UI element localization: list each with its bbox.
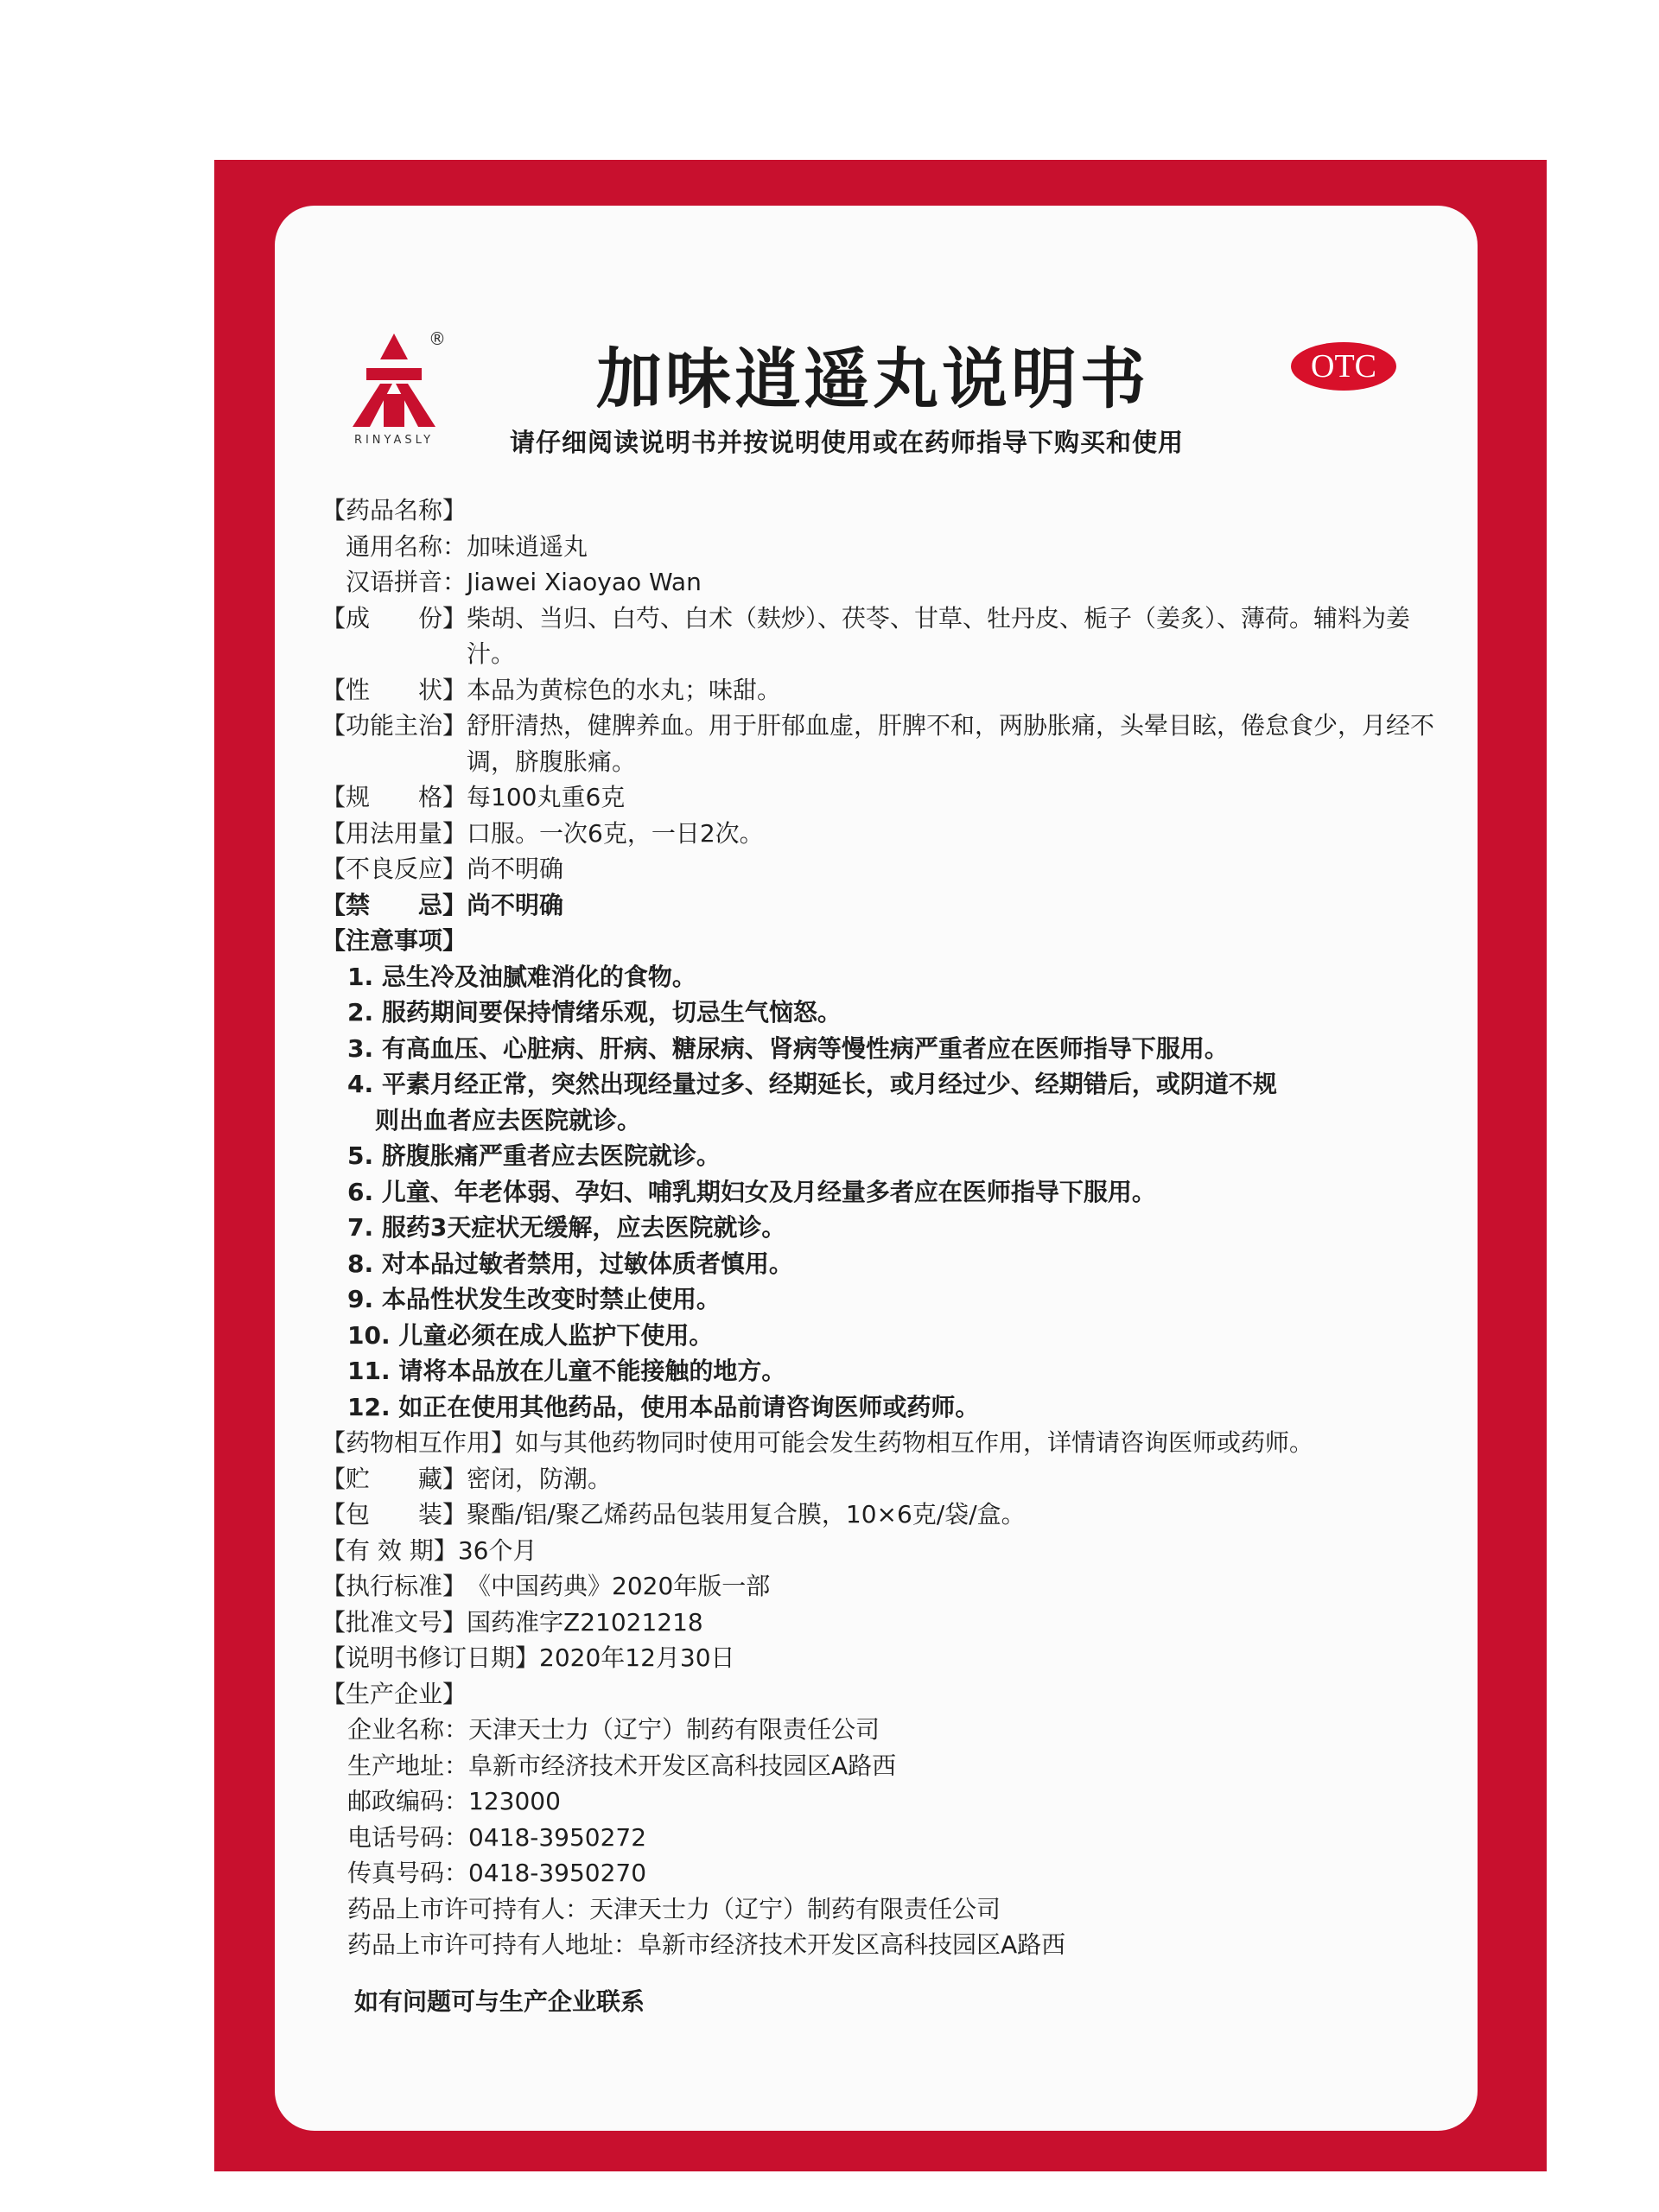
interaction-row	[321, 1425, 1436, 1461]
package-value: 聚酯/铝/聚乙烯药品包装用复合膜，10×6克/袋/盒。	[467, 1500, 1026, 1529]
adverse-row	[321, 851, 1436, 887]
precaution-item: 12. 如正在使用其他药品，使用本品前请咨询医师或药师。	[347, 1392, 980, 1421]
precaution-item: 7. 服药3天症状无缓解，应去医院就诊。	[347, 1213, 786, 1242]
precaution-item-continued: 则出血者应去医院就诊。	[375, 1105, 642, 1135]
revision-label: 【说明书修订日期】	[321, 1643, 540, 1672]
storage-value: 密闭，防潮。	[467, 1464, 613, 1493]
pinyin-name: 汉语拼音：Jiawei Xiaoyao Wan	[346, 568, 702, 596]
approval-number: 国药准字Z21021218	[467, 1607, 703, 1637]
standard-row	[321, 1568, 1436, 1605]
precaution-item: 4. 平素月经正常，突然出现经量过多、经期延长，或月经过少、经期错后，或阴道不规	[347, 1070, 1277, 1098]
document-title: 加味逍遥丸说明书	[596, 340, 1149, 417]
usage-row	[321, 816, 1436, 852]
generic-name: 通用名称：加味逍遥丸	[346, 531, 588, 561]
approval-row	[321, 1605, 1436, 1641]
ingredients-row	[321, 601, 1436, 672]
validity-value: 36个月	[457, 1535, 537, 1565]
interaction-label: 【药物相互作用】	[321, 1428, 516, 1457]
usage-label: 【用法用量】	[321, 818, 467, 848]
spec-value: 每100丸重6克	[467, 783, 626, 811]
precaution-item: 10. 儿童必须在成人监护下使用。	[347, 1320, 714, 1350]
precaution-item: 2. 服药期间要保持情绪乐观，切忌生气恼怒。	[347, 998, 842, 1027]
interaction-value: 如与其他药物同时使用可能会发生药物相互作用，详情请咨询医师或药师。	[515, 1428, 1314, 1457]
ingredients-value: 柴胡、当归、白芍、白术（麸炒）、茯苓、甘草、牡丹皮、栀子（姜炙）、薄荷。辅料为姜汁。	[467, 603, 1411, 668]
character-row	[321, 672, 1436, 709]
mah-holder: 药品上市许可持有人：天津天士力（辽宁）制药有限责任公司	[347, 1894, 1001, 1923]
precaution-item: 11. 请将本品放在儿童不能接触的地方。	[347, 1357, 786, 1385]
phone-number: 电话号码：0418-3950272	[347, 1822, 647, 1852]
storage-label: 【贮 藏】	[321, 1464, 467, 1493]
manufacturer-heading: 【生产企业】	[321, 1679, 467, 1708]
precaution-item: 3. 有高血压、心脏病、肝病、糖尿病、肾病等慢性病严重者应在医师指导下服用。	[347, 1033, 1229, 1063]
adverse-value: 尚不明确	[467, 855, 564, 883]
mah-address: 药品上市许可持有人地址：阜新市经济技术开发区高科技园区A路西	[347, 1930, 1066, 1959]
indications-value: 舒肝清热，健脾养血。用于肝郁血虚，肝脾不和，两胁胀痛，头晕目眩，倦怠食少，月经不调，脐腹胀痛。	[467, 711, 1435, 776]
revision-row	[321, 1640, 1436, 1676]
postcode: 邮政编码：123000	[347, 1787, 561, 1815]
validity-label: 【有 效 期】	[321, 1535, 458, 1565]
standard-label: 【执行标准】	[321, 1572, 467, 1600]
fax-number: 传真号码：0418-3950270	[347, 1859, 647, 1887]
precautions-heading: 【注意事项】	[321, 926, 467, 955]
revision-date: 2020年12月30日	[539, 1643, 735, 1672]
character-value: 本品为黄棕色的水丸；味甜。	[467, 675, 782, 704]
spec-row	[321, 779, 1436, 816]
contraindications-label: 【禁 忌】	[321, 890, 467, 919]
drug-name-heading: 【药品名称】	[321, 496, 467, 524]
standard-value: 《中国药典》2020年版一部	[467, 1572, 771, 1600]
ingredients-label: 【成 份】	[321, 603, 467, 632]
company-name: 企业名称：天津天士力（辽宁）制药有限责任公司	[347, 1715, 880, 1744]
registered-mark: ®	[429, 328, 446, 349]
contraindications-row	[321, 887, 1436, 924]
contraindications-value: 尚不明确	[467, 890, 564, 919]
precaution-item: 9. 本品性状发生改变时禁止使用。	[347, 1285, 721, 1313]
precaution-item: 8. 对本品过敏者禁用，过敏体质者慎用。	[347, 1249, 793, 1278]
logo-wordmark: RINYASLY	[353, 434, 435, 447]
leaflet-content	[321, 493, 1436, 2019]
approval-label: 【批准文号】	[321, 1607, 467, 1637]
indications-label: 【功能主治】	[321, 711, 467, 740]
character-label: 【性 状】	[321, 675, 467, 704]
contact-note: 如有问题可与生产企业联系	[354, 1986, 645, 2016]
reading-instruction: 请仔细阅读说明书并按说明使用或在药师指导下购买和使用	[510, 428, 1185, 457]
package-row	[321, 1497, 1436, 1533]
precaution-item: 1. 忌生冷及油腻难消化的食物。	[347, 962, 696, 991]
usage-value: 口服。一次6克，一日2次。	[467, 818, 764, 848]
precaution-item: 6. 儿童、年老体弱、孕妇、哺乳期妇女及月经量多者应在医师指导下服用。	[347, 1177, 1156, 1206]
otc-badge: OTC	[1291, 342, 1396, 391]
indications-row	[321, 708, 1436, 779]
spec-label: 【规 格】	[321, 783, 467, 811]
package-label: 【包 装】	[321, 1500, 467, 1529]
storage-row	[321, 1461, 1436, 1497]
production-address: 生产地址：阜新市经济技术开发区高科技园区A路西	[347, 1751, 897, 1780]
validity-row	[321, 1533, 1436, 1569]
precaution-item: 5. 脐腹胀痛严重者应去医院就诊。	[347, 1141, 721, 1170]
adverse-label: 【不良反应】	[321, 855, 467, 883]
